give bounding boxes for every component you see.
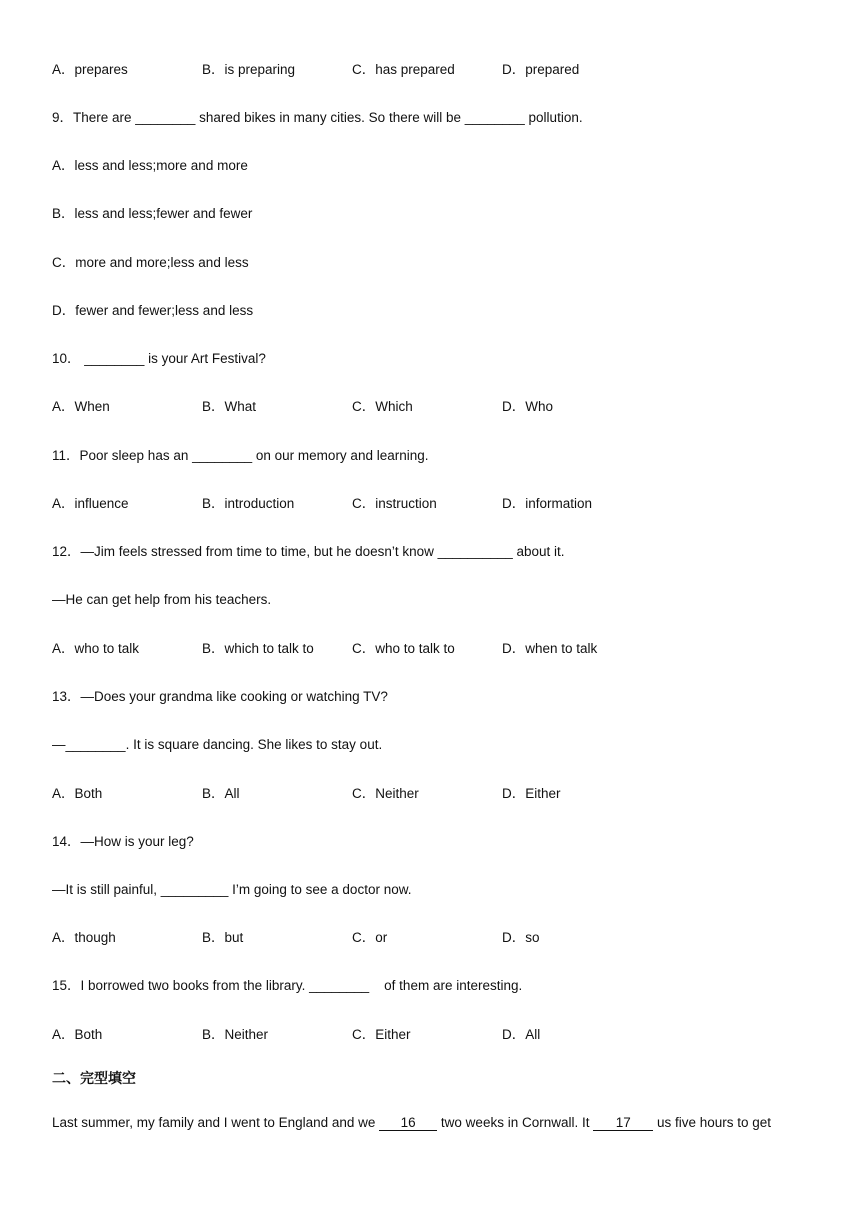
q9-stem: 9．There are ________ shared bikes in many cities. So there will be ________ pollution. bbox=[52, 110, 583, 125]
q8-option-c: C．has prepared bbox=[352, 62, 455, 77]
q12-option-d: D．when to talk bbox=[502, 641, 598, 656]
q14-reply: —It is still painful, _________ I’m going to see a doctor now. bbox=[52, 882, 412, 897]
cloze-passage bbox=[52, 1114, 771, 1132]
q12-option-b: B．which to talk to bbox=[202, 641, 314, 656]
q11-options bbox=[52, 495, 812, 513]
q10-option-c: C．Which bbox=[352, 399, 413, 414]
q8-option-a: A．prepares bbox=[52, 62, 128, 77]
q9-option-b: B．less and less;fewer and fewer bbox=[52, 206, 253, 221]
q15-stem: 15．I borrowed two books from the library. ________ of them are interesting. bbox=[52, 978, 523, 993]
q13-option-d: D．Either bbox=[502, 786, 561, 801]
q12-option-c: C．who to talk to bbox=[352, 641, 455, 656]
q8-option-b: B．is preparing bbox=[202, 62, 296, 77]
q9-option-a: A．less and less;more and more bbox=[52, 158, 248, 173]
q13-option-b: B．All bbox=[202, 786, 240, 801]
q15-option-d: D．All bbox=[502, 1027, 541, 1042]
q12-option-a: A．who to talk bbox=[52, 641, 140, 656]
cloze-text-part1: Last summer, my family and I went to England and we bbox=[52, 1115, 380, 1130]
q14-options bbox=[52, 929, 812, 947]
q13-options bbox=[52, 785, 812, 803]
q13-reply: —________. It is square dancing. She likes to stay out. bbox=[52, 737, 383, 752]
q15-option-b: B．Neither bbox=[202, 1027, 269, 1042]
q10-option-b: B．What bbox=[202, 399, 257, 414]
q11-option-b: B．introduction bbox=[202, 496, 295, 511]
section-title-cloze: 二、完型填空 bbox=[52, 1071, 136, 1087]
q10-option-a: A．When bbox=[52, 399, 110, 414]
q13-stem: 13．—Does your grandma like cooking or watching TV? bbox=[52, 689, 388, 704]
q14-option-d: D．so bbox=[502, 930, 540, 945]
q11-option-a: A．influence bbox=[52, 496, 129, 511]
q10-stem: 10． ________ is your Art Festival? bbox=[52, 351, 266, 366]
q14-option-c: C．or bbox=[352, 930, 388, 945]
cloze-text-part3: us five hours to get bbox=[653, 1115, 772, 1130]
q9-option-d: D．fewer and fewer;less and less bbox=[52, 303, 254, 318]
q13-option-c: C．Neither bbox=[352, 786, 419, 801]
cloze-blank-16: 16 bbox=[379, 1115, 437, 1131]
q10-options bbox=[52, 398, 812, 416]
q14-option-a: A．though bbox=[52, 930, 116, 945]
q14-stem: 14．—How is your leg? bbox=[52, 834, 194, 849]
cloze-blank-17: 17 bbox=[593, 1115, 653, 1131]
q10-option-d: D．Who bbox=[502, 399, 554, 414]
q11-option-c: C．instruction bbox=[352, 496, 437, 511]
q13-option-a: A．Both bbox=[52, 786, 103, 801]
q12-stem: 12．—Jim feels stressed from time to time, but he doesn’t know __________ about it. bbox=[52, 544, 565, 559]
q15-option-c: C．Either bbox=[352, 1027, 411, 1042]
q14-option-b: B．but bbox=[202, 930, 244, 945]
q8-option-d: D．prepared bbox=[502, 62, 580, 77]
q11-stem: 11．Poor sleep has an ________ on our memory and learning. bbox=[52, 448, 429, 463]
q15-option-a: A．Both bbox=[52, 1027, 103, 1042]
q12-reply: —He can get help from his teachers. bbox=[52, 592, 272, 607]
q8-options bbox=[52, 61, 812, 79]
q12-options bbox=[52, 640, 812, 658]
q11-option-d: D．information bbox=[502, 496, 593, 511]
q15-options bbox=[52, 1026, 812, 1044]
cloze-text-part2: two weeks in Cornwall. It bbox=[437, 1115, 594, 1130]
q9-option-c: C．more and more;less and less bbox=[52, 255, 249, 270]
